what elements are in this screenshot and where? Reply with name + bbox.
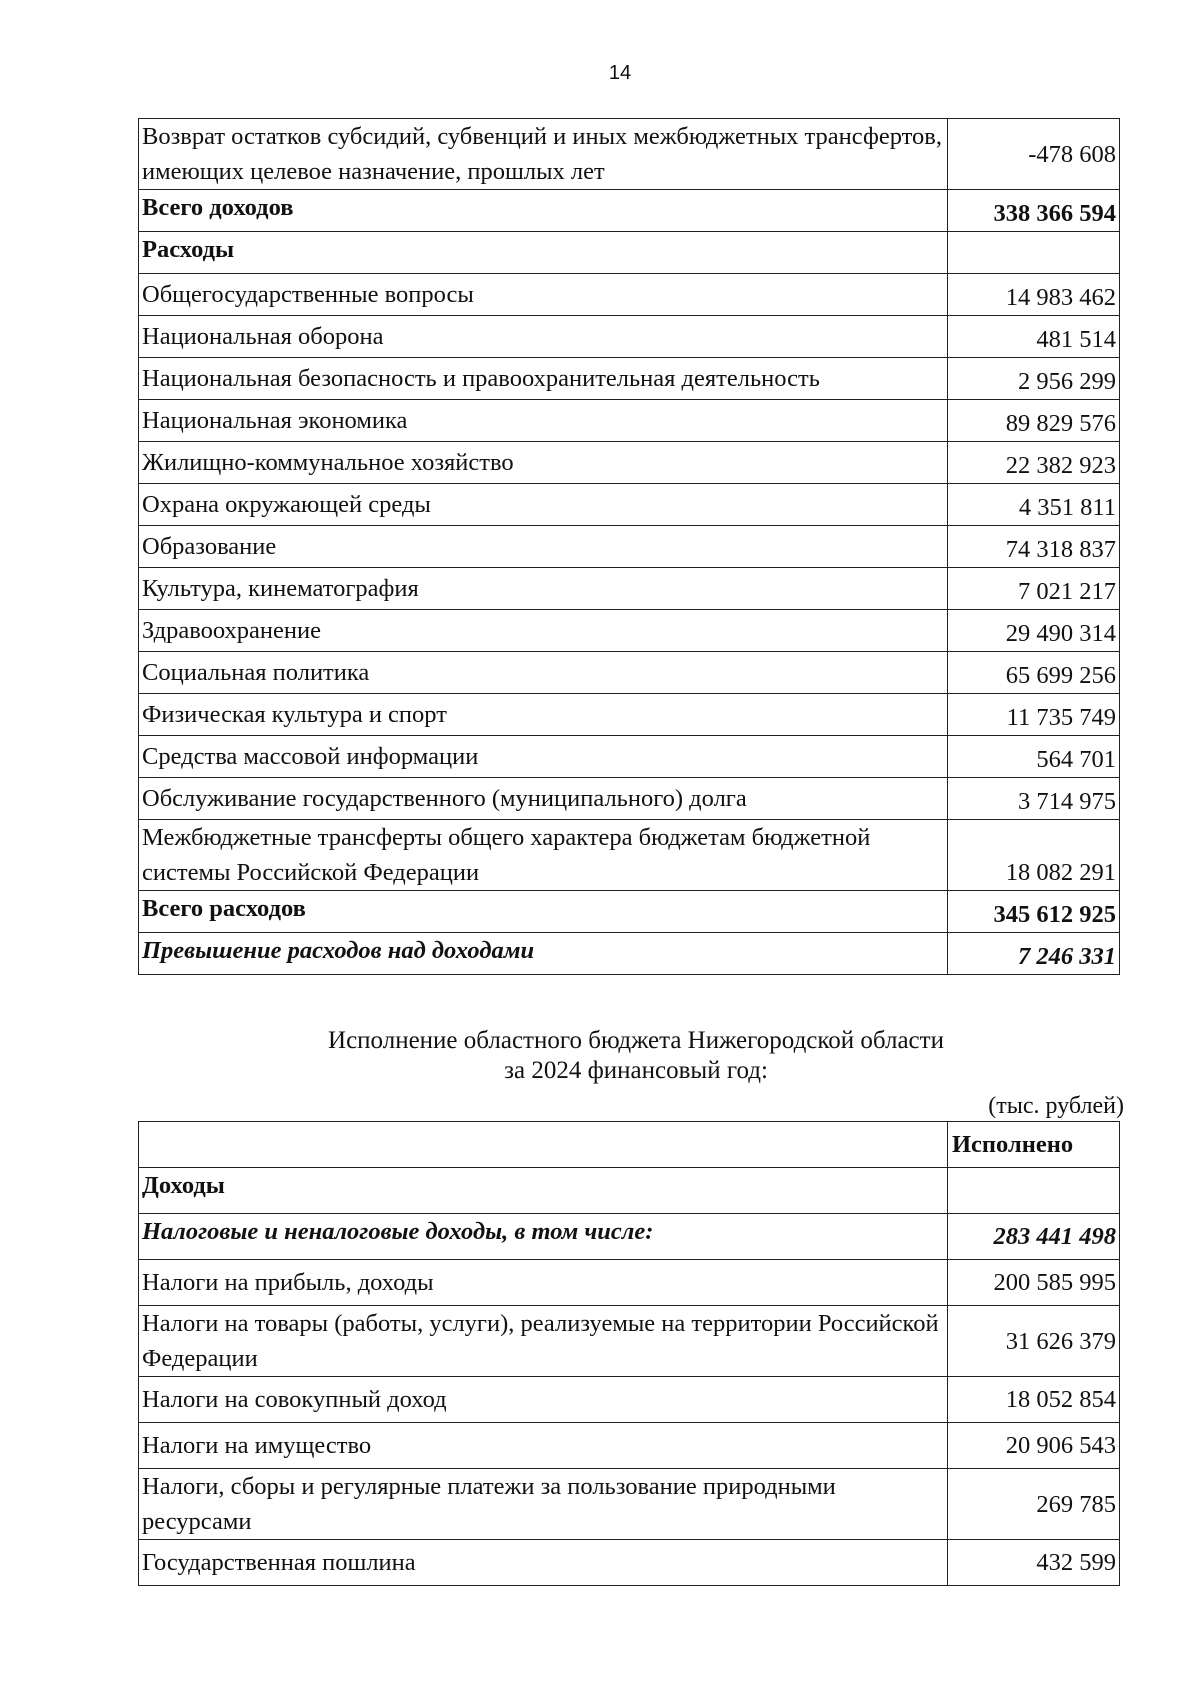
table-row xyxy=(139,652,1120,694)
table-row xyxy=(139,190,1120,232)
row-value: 18 082 291 xyxy=(948,820,1120,891)
row-label: Государственная пошлина xyxy=(139,1540,948,1586)
row-label: Средства массовой информации xyxy=(139,736,948,778)
expenses-table xyxy=(138,118,1120,975)
table-row xyxy=(139,568,1120,610)
row-label: Общегосударственные вопросы xyxy=(139,274,948,316)
table-row xyxy=(139,736,1120,778)
section-title-line1: Исполнение областного бюджета Нижегородской области xyxy=(328,1027,944,1054)
header-label-cell xyxy=(139,1122,948,1168)
row-label: Национальная оборона xyxy=(139,316,948,358)
row-label: Охрана окружающей среды xyxy=(139,484,948,526)
row-value: -478 608 xyxy=(948,119,1120,190)
row-value: 345 612 925 xyxy=(948,891,1120,933)
row-label: Налоги на прибыль, доходы xyxy=(139,1260,948,1306)
table-row xyxy=(139,1260,1120,1306)
table-row xyxy=(139,484,1120,526)
row-label: Жилищно-коммунальное хозяйство xyxy=(139,442,948,484)
row-label: Всего расходов xyxy=(139,891,948,933)
row-label: Возврат остатков субсидий, субвенций и иных межбюджетных трансфертов, имеющих целевое назначение, прошлых лет xyxy=(139,119,948,190)
row-value: 22 382 923 xyxy=(948,442,1120,484)
row-label: Налоги на товары (работы, услуги), реализуемые на территории Российской Федерации xyxy=(139,1306,948,1377)
row-value: 481 514 xyxy=(948,316,1120,358)
row-value xyxy=(948,1168,1120,1214)
row-label: Национальная безопасность и правоохранительная деятельность xyxy=(139,358,948,400)
table-row xyxy=(139,891,1120,933)
row-label: Культура, кинематография xyxy=(139,568,948,610)
row-value: 283 441 498 xyxy=(948,1214,1120,1260)
row-label: Налоги на имущество xyxy=(139,1423,948,1469)
table-row xyxy=(139,316,1120,358)
header-value-cell: Исполнено xyxy=(948,1122,1120,1168)
row-value: 14 983 462 xyxy=(948,274,1120,316)
row-label: Налоги на совокупный доход xyxy=(139,1377,948,1423)
row-value: 29 490 314 xyxy=(948,610,1120,652)
row-value: 200 585 995 xyxy=(948,1260,1120,1306)
row-value: 338 366 594 xyxy=(948,190,1120,232)
regional-budget-table xyxy=(138,1121,1120,1586)
section-title xyxy=(200,1026,1072,1086)
table-row xyxy=(139,820,1120,891)
row-value: 432 599 xyxy=(948,1540,1120,1586)
row-label: Всего доходов xyxy=(139,190,948,232)
table-header-row xyxy=(139,1122,1120,1168)
row-value: 20 906 543 xyxy=(948,1423,1120,1469)
table-row xyxy=(139,694,1120,736)
row-value: 31 626 379 xyxy=(948,1306,1120,1377)
table-row xyxy=(139,1423,1120,1469)
row-value: 564 701 xyxy=(948,736,1120,778)
row-value: 7 246 331 xyxy=(948,933,1120,975)
table-row xyxy=(139,933,1120,975)
page-number: 14 xyxy=(608,62,632,84)
row-value xyxy=(948,232,1120,274)
row-value: 65 699 256 xyxy=(948,652,1120,694)
row-label: Физическая культура и спорт xyxy=(139,694,948,736)
table-row xyxy=(139,610,1120,652)
table-row xyxy=(139,778,1120,820)
table-row xyxy=(139,400,1120,442)
table-row xyxy=(139,526,1120,568)
table-row xyxy=(139,232,1120,274)
table-row xyxy=(139,1377,1120,1423)
row-value: 269 785 xyxy=(948,1469,1120,1540)
table-row xyxy=(139,1540,1120,1586)
table-row xyxy=(139,1214,1120,1260)
table-row xyxy=(139,119,1120,190)
table-row xyxy=(139,1168,1120,1214)
row-label: Межбюджетные трансферты общего характера бюджетам бюджетной системы Российской Федерации xyxy=(139,820,948,891)
table-row xyxy=(139,1306,1120,1377)
row-label: Доходы xyxy=(139,1168,948,1214)
table-row xyxy=(139,358,1120,400)
row-value: 74 318 837 xyxy=(948,526,1120,568)
row-label: Социальная политика xyxy=(139,652,948,694)
row-label: Здравоохранение xyxy=(139,610,948,652)
row-value: 7 021 217 xyxy=(948,568,1120,610)
row-value: 11 735 749 xyxy=(948,694,1120,736)
table-row xyxy=(139,1469,1120,1540)
row-value: 18 052 854 xyxy=(948,1377,1120,1423)
row-value: 89 829 576 xyxy=(948,400,1120,442)
row-value: 4 351 811 xyxy=(948,484,1120,526)
row-label: Расходы xyxy=(139,232,948,274)
table-row xyxy=(139,274,1120,316)
row-value: 2 956 299 xyxy=(948,358,1120,400)
row-label: Обслуживание государственного (муниципального) долга xyxy=(139,778,948,820)
row-label: Налоговые и неналоговые доходы, в том числе: xyxy=(139,1214,948,1260)
row-value: 3 714 975 xyxy=(948,778,1120,820)
row-label: Превышение расходов над доходами xyxy=(139,933,948,975)
section-title-line2: за 2024 финансовый год: xyxy=(504,1057,768,1084)
row-label: Национальная экономика xyxy=(139,400,948,442)
row-label: Образование xyxy=(139,526,948,568)
row-label: Налоги, сборы и регулярные платежи за пользование природными ресурсами xyxy=(139,1469,948,1540)
table-row xyxy=(139,442,1120,484)
units-label: (тыс. рублей) xyxy=(988,1093,1124,1119)
